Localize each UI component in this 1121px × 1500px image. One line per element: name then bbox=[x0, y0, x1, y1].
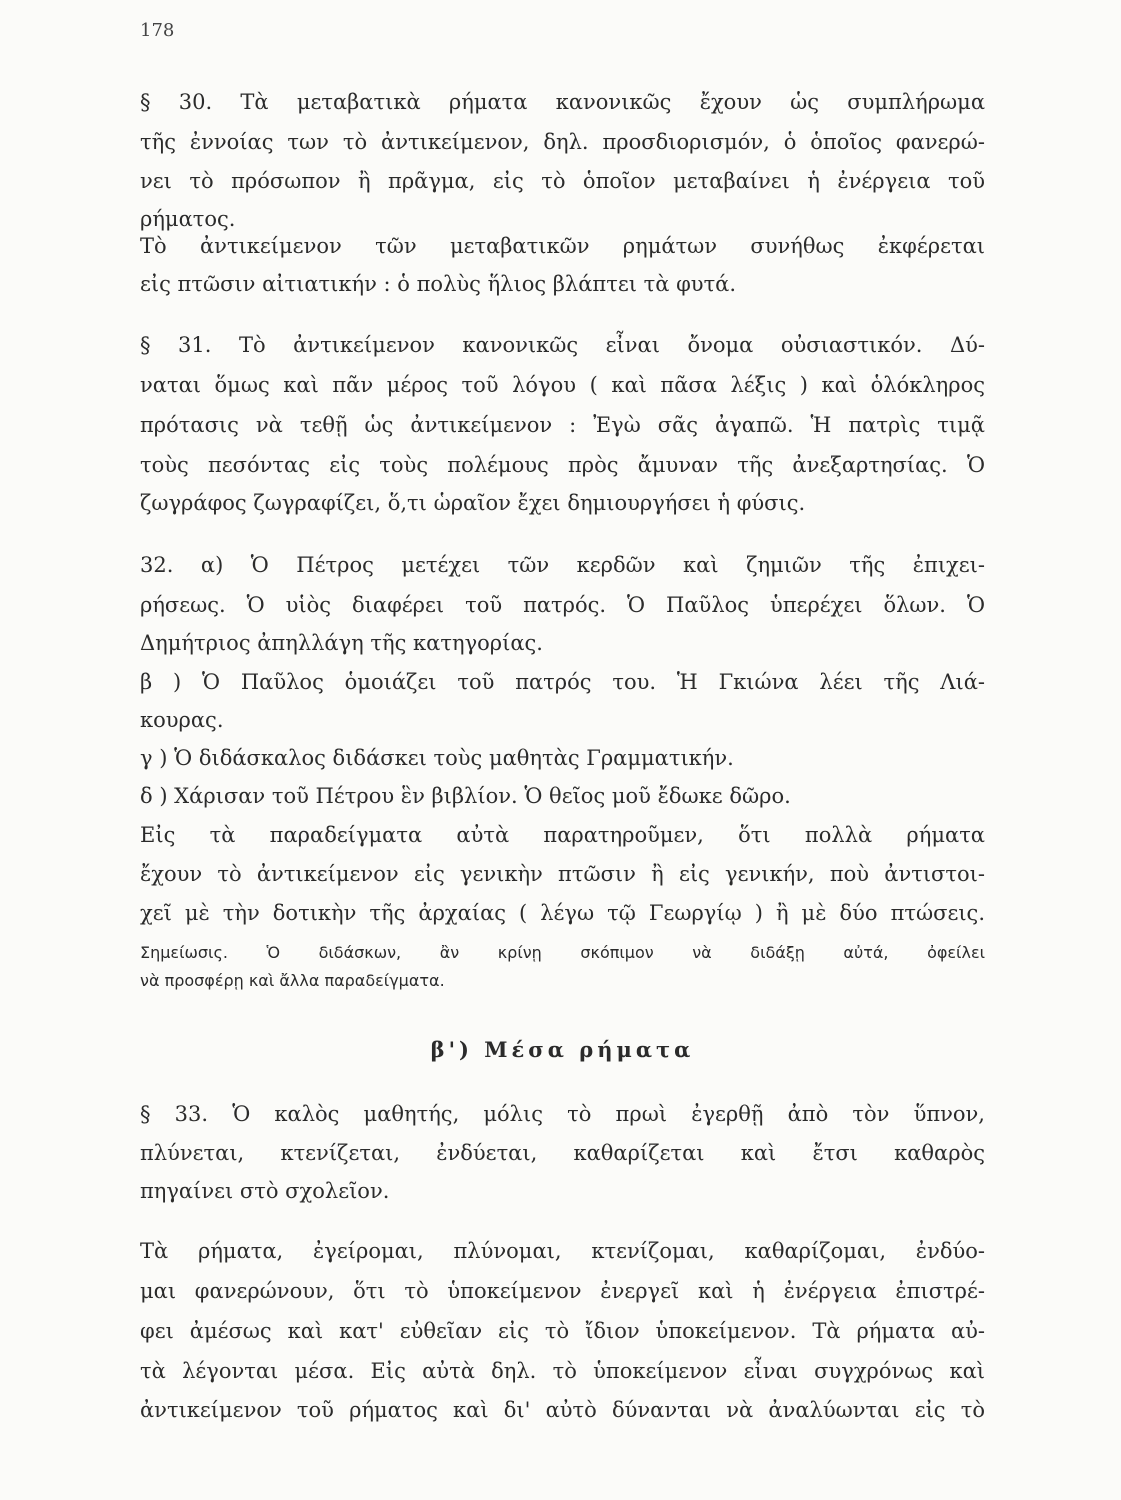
text-line: τὰ λέγονται μέσα. Εἰς αὐτὰ δηλ. τὸ ὑποκείμενον εἶναι συγχρόνως καὶ bbox=[140, 1359, 985, 1383]
note-line: Σημείωσις. Ὁ διδάσκων, ἂν κρίνῃ σκόπιμον νὰ διδάξῃ αὐτά, ὀφείλει bbox=[140, 943, 985, 962]
text-line: τοὺς πεσόντας εἰς τοὺς πολέμους πρὸς ἄμυναν τῆς ἀνεξαρτησίας. Ὁ bbox=[140, 453, 985, 477]
text-line: φει ἀμέσως καὶ κατ' εὐθεῖαν εἰς τὸ ἴδιον ὑποκείμενον. Τὰ ρήματα αὐ- bbox=[140, 1319, 985, 1343]
text-line: πηγαίνει στὸ σχολεῖον. bbox=[140, 1179, 390, 1203]
page-number: 178 bbox=[140, 20, 175, 41]
text-line: ρήσεως. Ὁ υἱὸς διαφέρει τοῦ πατρός. Ὁ Παῦλος ὑπερέχει ὅλων. Ὁ bbox=[140, 593, 985, 617]
text-line: ἀντικείμενον τοῦ ρήματος καὶ δι' αὐτὸ δύνανται νὰ ἀναλύωνται εἰς τὸ bbox=[140, 1398, 985, 1422]
text-line: Δημήτριος ἀπηλλάγη τῆς κατηγορίας. bbox=[140, 631, 543, 655]
text-line: πρότασις νὰ τεθῇ ὡς ἀντικείμενον : Ἐγὼ σᾶς ἀγαπῶ. Ἡ πατρὶς τιμᾷ bbox=[140, 413, 985, 437]
note-line: νὰ προσφέρῃ καὶ ἄλλα παραδείγματα. bbox=[140, 971, 445, 990]
text-line: δ ) Χάρισαν τοῦ Πέτρου ἓν βιβλίον. Ὁ θεῖος μοῦ ἔδωκε δῶρο. bbox=[140, 784, 791, 808]
text-line: μαι φανερώνουν, ὅτι τὸ ὑποκείμενον ἐνεργεῖ καὶ ἡ ἐνέργεια ἐπιστρέ- bbox=[140, 1279, 985, 1303]
text-line: § 30. Τὰ μεταβατικὰ ρήματα κανονικῶς ἔχουν ὡς συμπλήρωμα bbox=[140, 90, 985, 114]
text-line: β ) Ὁ Παῦλος ὁμοιάζει τοῦ πατρός του. Ἡ Γκιώνα λέει τῆς Λιά- bbox=[140, 670, 985, 694]
text-line: χεῖ μὲ τὴν δοτικὴν τῆς ἀρχαίας ( λέγω τῷ Γεωργίῳ ) ἢ μὲ δύο πτώσεις. bbox=[140, 901, 985, 925]
text-line: Τὸ ἀντικείμενον τῶν μεταβατικῶν ρημάτων συνήθως ἐκφέρεται bbox=[140, 234, 985, 258]
text-line: ἔχουν τὸ ἀντικείμενον εἰς γενικὴν πτῶσιν ἢ εἰς γενικήν, ποὺ ἀντιστοι- bbox=[140, 862, 985, 886]
text-line: ζωγράφος ζωγραφίζει, ὅ,τι ὡραῖον ἔχει δημιουργήσει ἡ φύσις. bbox=[140, 491, 806, 515]
section-heading: β') Μέσα ρήματα bbox=[430, 1037, 695, 1062]
text-line: ρήματος. bbox=[140, 207, 236, 231]
text-line: Εἰς τὰ παραδείγματα αὐτὰ παρατηροῦμεν, ὅτι πολλὰ ρήματα bbox=[140, 823, 985, 847]
text-line: πλύνεται, κτενίζεται, ἐνδύεται, καθαρίζεται καὶ ἔτσι καθαρὸς bbox=[140, 1141, 985, 1165]
text-line: Τὰ ρήματα, ἐγείρομαι, πλύνομαι, κτενίζομαι, καθαρίζομαι, ἐνδύο- bbox=[140, 1239, 985, 1263]
text-line: § 33. Ὁ καλὸς μαθητής, μόλις τὸ πρωὶ ἐγερθῇ ἀπὸ τὸν ὕπνον, bbox=[140, 1102, 985, 1126]
text-line: κουρας. bbox=[140, 708, 224, 732]
text-line: ναται ὅμως καὶ πᾶν μέρος τοῦ λόγου ( καὶ πᾶσα λέξις ) καὶ ὁλόκληρος bbox=[140, 373, 985, 397]
text-line: γ ) Ὁ διδάσκαλος διδάσκει τοὺς μαθητὰς Γραμματικήν. bbox=[140, 746, 734, 770]
text-line: τῆς ἐννοίας των τὸ ἀντικείμενον, δηλ. προσδιορισμόν, ὁ ὁποῖος φανερώ- bbox=[140, 130, 985, 154]
text-line: 32. α) Ὁ Πέτρος μετέχει τῶν κερδῶν καὶ ζημιῶν τῆς ἐπιχει- bbox=[140, 553, 985, 577]
text-line: εἰς πτῶσιν αἰτιατικήν : ὁ πολὺς ἥλιος βλάπτει τὰ φυτά. bbox=[140, 272, 737, 296]
text-line: νει τὸ πρόσωπον ἢ πρᾶγμα, εἰς τὸ ὁποῖον μεταβαίνει ἡ ἐνέργεια τοῦ bbox=[140, 169, 985, 193]
text-line: § 31. Τὸ ἀντικείμενον κανονικῶς εἶναι ὄνομα οὐσιαστικόν. Δύ- bbox=[140, 333, 985, 357]
